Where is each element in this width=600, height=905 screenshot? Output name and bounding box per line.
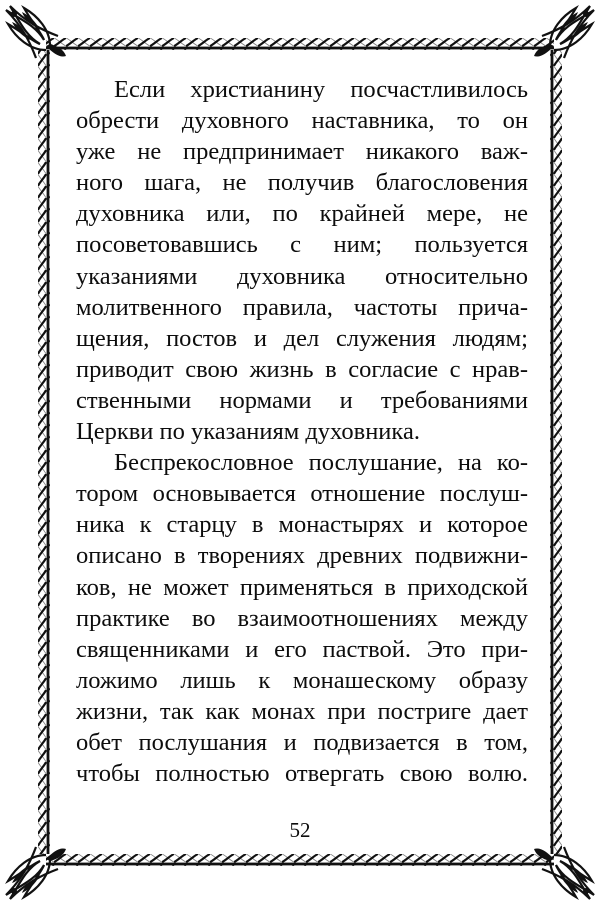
text-line: Церкви по указаниям духовника. (76, 418, 420, 446)
text-line: ков, не может применяться в приходской (76, 573, 528, 601)
text-line: чтобы полностью отвергать свою волю. (76, 760, 528, 788)
text-line: обрести духовного наставника, то он (76, 107, 528, 135)
paragraph-1 (76, 74, 528, 447)
text-line: ного шага, не получив благословения (76, 169, 528, 197)
text-line: духовника или, по крайней мере, не (76, 200, 528, 228)
text-line: обет послушания и подвизается в том, (76, 728, 528, 756)
text-line: ственными нормами и требованиями (76, 386, 528, 414)
text-line: посоветовавшись с ним; пользуется (76, 231, 528, 259)
corner-flourish-top-right-icon (534, 6, 594, 58)
text-line: священниками и его паствой. Это при- (76, 635, 528, 663)
text-line: ложимо лишь к монашескому образу (76, 666, 528, 694)
page-number: 52 (289, 818, 311, 842)
text-line: практике во взаимоотношениях между (76, 604, 528, 632)
border-top (46, 38, 554, 50)
text-line: описано в творениях древних подвижни- (76, 542, 528, 570)
text-line: щения, постов и дел служения людям; (76, 324, 528, 352)
border-bottom (46, 854, 554, 866)
text-line: тором основывается отношение послуш- (76, 480, 528, 508)
corner-flourish-bottom-left-icon (6, 847, 66, 899)
border-left (38, 50, 50, 854)
text-line: молитвенного правила, частоты прича- (76, 293, 528, 321)
text-line: Беспрекословное послушание, на ко- (114, 449, 528, 477)
corner-flourish-bottom-right-icon (534, 847, 594, 899)
text-line: указаниями духовника относительно (76, 262, 528, 290)
paragraph-2 (76, 447, 528, 789)
text-line: Если христианину посчастливилось (114, 76, 528, 103)
corner-flourish-top-left-icon (6, 6, 66, 58)
text-line: уже не предпринимает никакого важ- (76, 138, 528, 166)
text-line: приводит свою жизнь в согласие с нрав- (76, 355, 528, 383)
text-line: жизни, так как монах при постриге дает (76, 697, 528, 725)
text-line: ника к старцу в монастырях и которое (76, 511, 528, 539)
page-body (76, 74, 528, 789)
border-right (550, 50, 562, 854)
